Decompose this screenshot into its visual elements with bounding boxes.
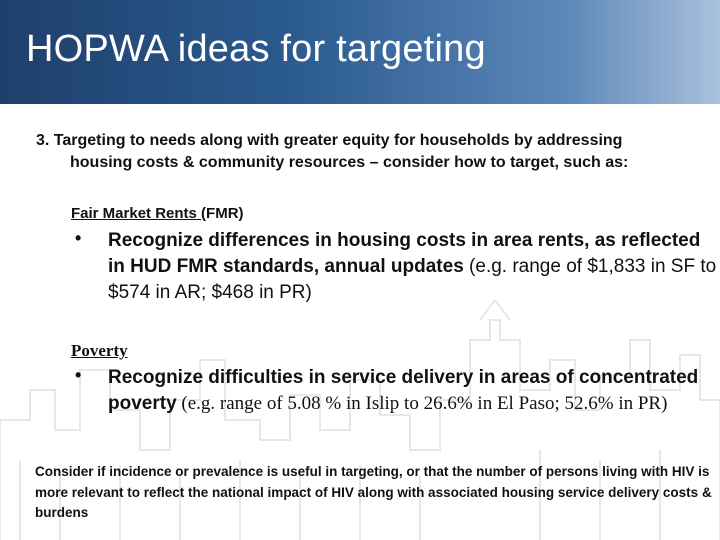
slide-title: HOPWA ideas for targeting: [26, 28, 486, 70]
intro-paragraph: [36, 130, 686, 174]
poverty-bullet-text: [108, 365, 718, 417]
poverty-bullet: [71, 365, 716, 455]
poverty-bullet-example: (e.g. range of 5.08 % in Islip to 26.6% in El Paso; 52.6% in PR): [176, 393, 668, 414]
poverty-heading: Poverty: [71, 341, 128, 360]
bullet-icon: •: [75, 365, 82, 385]
fmr-bullet: [71, 228, 716, 310]
bullet-icon: •: [75, 228, 82, 248]
fmr-bullet-bold: Recognize differences in housing costs in area rents, as reflected in HUD FMR standards, annual updates: [108, 230, 701, 277]
fmr-bullet-text: [108, 228, 718, 306]
fmr-bullet-example: (e.g. range of $1,833 in SF to $574 in AR; $468 in PR): [108, 256, 717, 303]
fmr-heading-label: Fair Market Rents: [71, 205, 197, 222]
intro-line-1: 3. Targeting to needs along with greater equity for households by addressing: [36, 132, 623, 149]
fmr-heading: [71, 205, 244, 222]
fmr-heading-suffix: (FMR): [201, 205, 244, 222]
intro-line-2: housing costs & community resources – consider how to target, such as:: [70, 154, 629, 171]
poverty-bullet-bold: Recognize difficulties in service delivery in areas of concentrated poverty: [108, 367, 699, 414]
footer-note: Consider if incidence or prevalence is useful in targeting, or that the number of persons living with HIV is more relevant to reflect the national impact of HIV along with associated housing service delivery costs & burdens: [35, 464, 712, 520]
